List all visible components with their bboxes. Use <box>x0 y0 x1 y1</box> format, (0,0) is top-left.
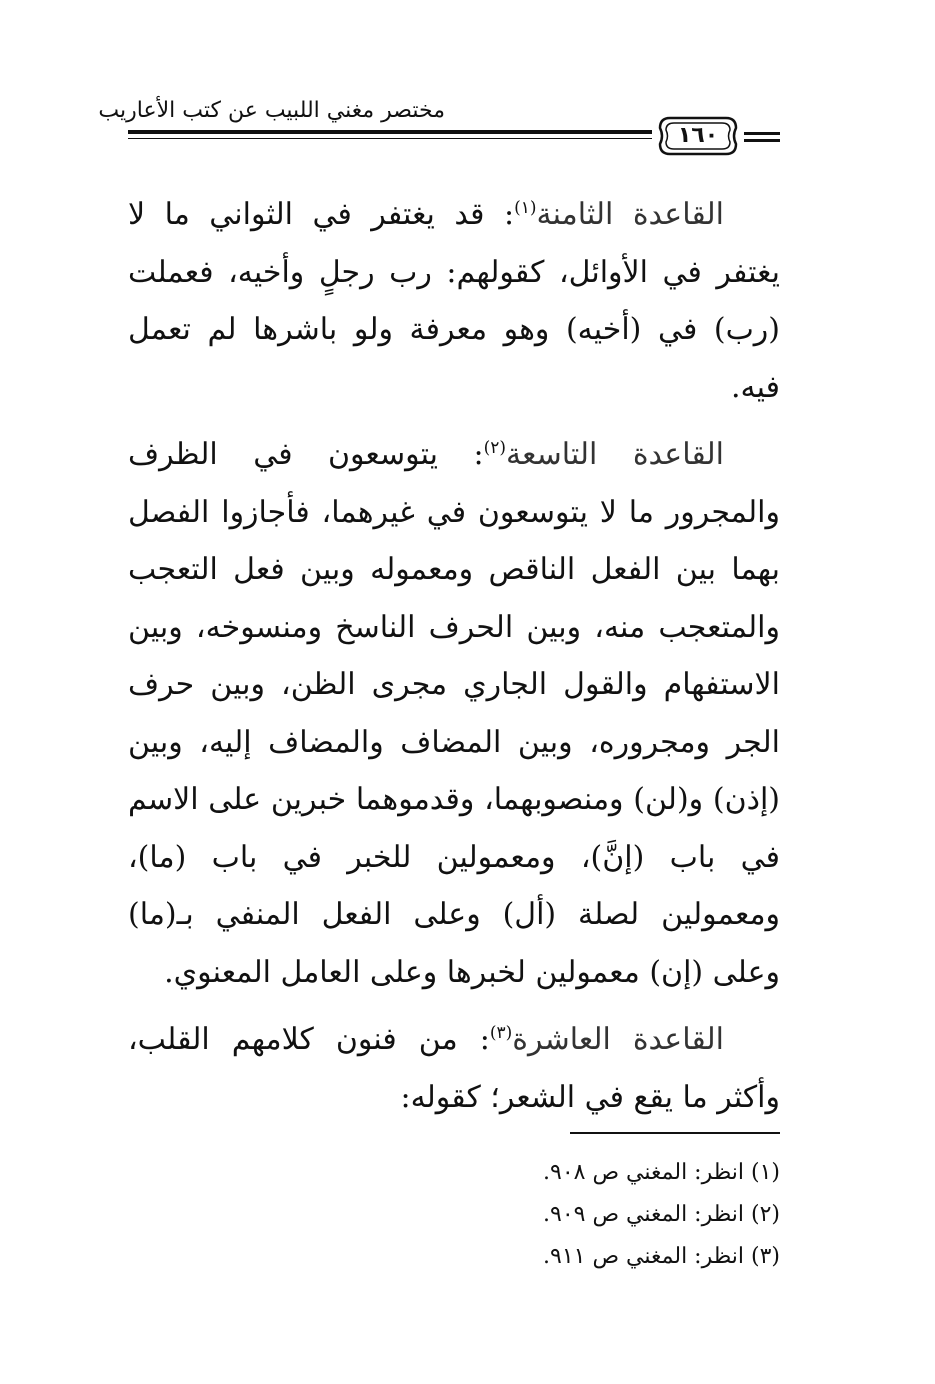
footnote-ref: (٢) <box>483 438 507 458</box>
page-number-badge <box>656 114 740 158</box>
footnote: (١) انظر: المغني ص ٩٠٨. <box>543 1160 780 1185</box>
header-rule-thin <box>128 138 652 139</box>
footnote: (٢) انظر: المغني ص ٩٠٩. <box>543 1202 780 1227</box>
footnote: (٣) انظر: المغني ص ٩١١. <box>543 1244 780 1269</box>
paragraph-text: : قد يغتفر في الثواني ما لا يغتفر في الأوائل، كقولهم: رب رجلٍ وأخيه، فعملت (رب) في (أخيه) وهو معرفة ولو باشرها لم تعمل فيه. <box>128 197 780 405</box>
paragraph-rule-8 <box>128 186 780 416</box>
paragraph-text: : من فنون كلامهم القلب، وأكثر ما يقع في الشعر؛ كقوله: <box>128 1022 780 1115</box>
header-side-rule <box>744 132 780 135</box>
rule-heading: القاعدة التاسعة <box>506 437 724 472</box>
rule-heading: القاعدة العاشرة <box>512 1022 724 1057</box>
rule-heading: القاعدة الثامنة <box>536 197 724 232</box>
footnote-separator <box>570 1132 780 1134</box>
paragraph-rule-9 <box>128 426 780 1001</box>
running-header-title: مختصر مغني اللبيب عن كتب الأعاريب <box>98 98 445 123</box>
paragraph-text: : يتوسعون في الظرف والمجرور ما لا يتوسعون في غيرهما، فأجازوا الفصل بهما بين الفعل الناقص ومعموله وبين فعل التعجب والمتعجب منه، وبين الحرف الناسخ ومنسوخه، وبين الاستفهام والقول الجاري مجرى الظن، وبين حرف الجر ومجروره، وبين المضاف والمضاف إليه، وبين (إذن) و(لن) ومنصوبهما، وقدموهما خبرين على الاسم في باب (إنَّ)، ومعمولين للخبر في باب (ما)، ومعمولين لصلة (أل) وعلى الفعل المنفي بـ(ما) وعلى (إن) معمولين لخبرها وعلى العامل المعنوي. <box>128 437 780 990</box>
page-number: ١٦٠ <box>677 123 719 148</box>
footnote-ref: (١) <box>514 198 537 218</box>
main-text <box>128 186 780 1136</box>
header-rule <box>128 130 652 134</box>
footnotes <box>400 1152 780 1278</box>
header-side-rule <box>744 139 780 142</box>
paragraph-rule-10 <box>128 1011 780 1126</box>
footnote-ref: (٣) <box>489 1023 513 1043</box>
